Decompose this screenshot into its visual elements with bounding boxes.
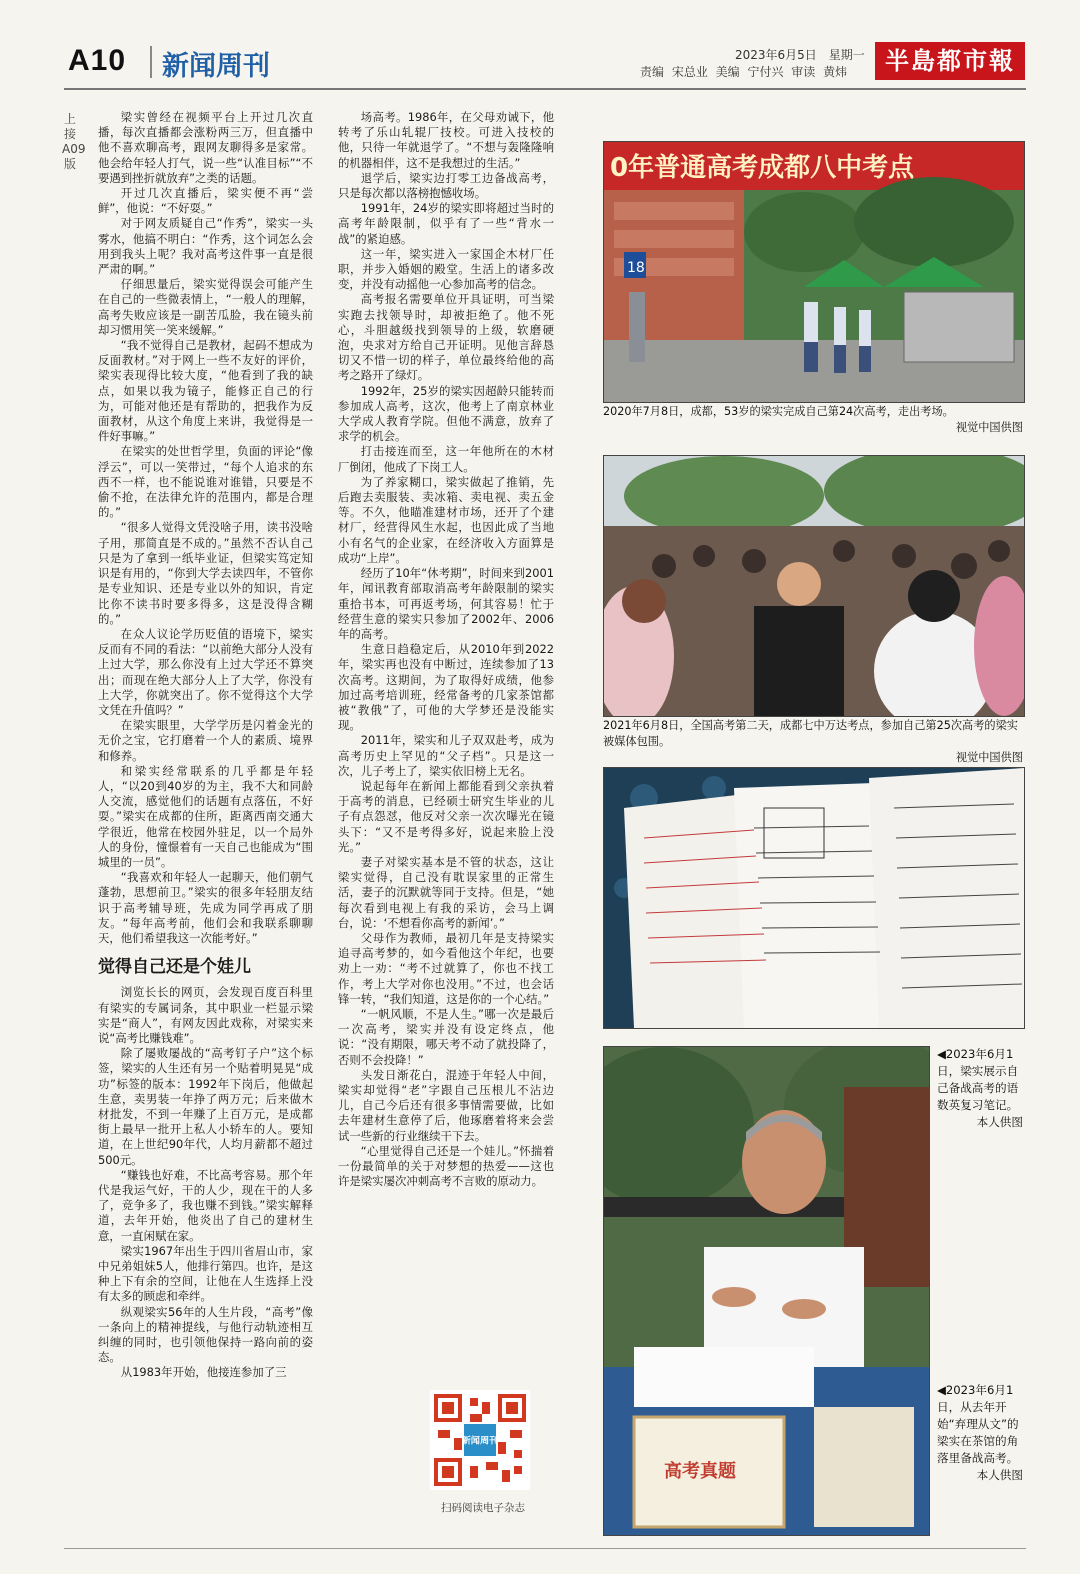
caption-text: ◀2023年6月1日，梁实展示自己备战高考的语数英复习笔记。 <box>937 1047 1019 1112</box>
article-paragraph: 从1983年开始，他接连参加了三 <box>120 1365 287 1380</box>
article-paragraph: 说起每年在新闻上都能看到父亲执着于高考的消息，已经硕士研究生毕业的儿子有点怨怼，他反对父亲一次次曝光在镜头下：“又不是考得多好，说起来脸上没光。” <box>338 778 554 854</box>
article-paragraph: “我喜欢和年轻人一起聊天，他们朝气蓬勃，思想前卫。”梁实的很多年轻朋友结识于高考辅导班，先成为同学再成了朋友。“每年高考前，他们会和我联系聊聊天，他们希望我这一次能考好。” <box>98 870 313 945</box>
article-paragraph: 仔细思量后，梁实觉得误会可能产生在自己的一些微表情上，“一般人的理解，高考失败应该是一副苦瓜脸，我在镜头前却习惯用笑一笑来缓解。” <box>98 277 313 337</box>
photo-credit: 本人供图 <box>976 1468 1023 1482</box>
article-paragraph: 生意日趋稳定后，从2010年到2022年，梁实再也没有中断过，连续参加了13次高考。这期间，为了取得好成绩，他参加过高考培训班，经常备考的几家茶馆都被“教俄”了，可他的大学梦还是没能实现。 <box>338 642 554 733</box>
article-paragraph: 场高考。1986年，在父母劝诫下，他转考了乐山轧辊厂技校。可进入技校的他，只待一年就退学了。“不想与轰隆隆响的机器相伴，这不是我想过的生活。” <box>338 110 554 170</box>
photo-media-crowd <box>603 455 1025 717</box>
qr-code-block[interactable] <box>430 1390 536 1515</box>
page-number: A10 <box>68 44 127 77</box>
article-paragraph: 1992年，25岁的梁实因超龄只能转而参加成人高考，这次，他考上了南京林业大学成人教育学院。但他不满意，放弃了求学的机会。 <box>338 383 554 444</box>
article-paragraph: 浏览长长的网页，会发现百度百科里有梁实的专属词条，其中职业一栏显示梁实是“商人”，有网友因此戏称，对梁实来说“高考比赚钱难”。 <box>98 985 313 1045</box>
article-paragraph: 1991年，24岁的梁实即将超过当时的高考年龄限制，似乎有了一些“背水一战”的紧迫感。 <box>338 201 554 246</box>
photo-caption-3 <box>937 1046 1023 1131</box>
teahouse-study-image <box>604 1047 929 1535</box>
article-paragraph: 和梁实经常联系的几乎都是年轻人，“以20到40岁的为主，我不大和同龄人交流，感觉他们的话题有点落伍，不好耍。”梁实在成都的住所，距离西南交通大学很近，他常在校园外驻足，以一个局外人的身份，憧憬着有一天自己也能成为“围城里的一员”。 <box>98 763 313 869</box>
caption-text: 2020年7月8日，成都，53岁的梁实完成自己第24次高考，走出考场。 <box>603 405 954 418</box>
article-paragraph: 梁实曾经在视频平台上开过几次直播，每次直播都会涨粉两三万，但直播中他不喜欢聊高考，跟网友聊得多是家常。他会给年轻人打气，说一些“认准目标”“不要遇到挫折就放弃”之类的话题。 <box>98 110 313 185</box>
article-paragraph: 妻子对梁实基本是不管的状态，这让梁实觉得，自己没有耽误家里的正常生活，妻子的沉默就等同于支持。但是，“她每次看到电视上有我的采访，会马上调台，说：‘不想看你高考的新闻’。” <box>338 854 554 930</box>
page-header <box>0 0 1080 90</box>
study-notes-image <box>604 768 1024 1028</box>
article-paragraph: “很多人觉得文凭没啥子用，读书没啥子用，那简直是不成的。”虽然不否认自己只是为了拿到一纸毕业证，但梁实笃定知识是有用的，“你到大学去读四年，不管你是专业知识、还是专业以外的知识，肯定比你不读书时要多得多，这是没得含糊的。” <box>98 520 313 626</box>
article-paragraph: 梁实1967年出生于四川省眉山市，家中兄弟姐妹5人，他排行第四。也许，是这种上下有余的空间，让他在人生选择上没有太多的顾虑和牵绊。 <box>98 1243 313 1304</box>
media-crowd-image <box>604 456 1024 716</box>
header-rule <box>64 88 1026 90</box>
continued-from-note: 上接A09版 <box>62 112 86 171</box>
article-paragraph: 在众人议论学历贬值的语境下，梁实反而有不同的看法：“以前绝大部分人没有上过大学，那么你没有上过大学还不算突出；而现在绝大部分人上了大学，你没有上大学，你就突出了。你不觉得这个大学文凭在升值吗？” <box>98 626 313 717</box>
article-paragraph: 退学后，梁实边打零工边备战高考，只是每次都以落榜抱憾收场。 <box>338 170 554 201</box>
article-paragraph: 除了屡败屡战的“高考钉子户”这个标签，梁实的人生还有另一个贴着明晃晃“成功”标签的版本：1992年下岗后，他做起生意，卖男装一年挣了两万元；后来做木材批发，不到一年赚了上百万元，是成都街上最早一批开上私人小轿车的人。要知道，在上世纪90年代，人均月薪都不超过500元。 <box>98 1046 313 1167</box>
article-paragraph: “一帆风顺，不是人生。”哪一次是最后一次高考，梁实并没有设定终点，他说：“没有期限，哪天考不动了就投降了，否则不会投降！” <box>338 1006 554 1067</box>
newspaper-logo: 半島都市報 <box>875 42 1025 80</box>
article-paragraph: 为了养家糊口，梁实做起了推销，先后跑去卖服装、卖冰箱、卖电视、卖五金等。不久，他瞄准建材市场，还开了个建材厂，经营得风生水起，也因此成了当地小有名气的企业家，在经济收入方面算是成功“上岸”。 <box>338 474 554 565</box>
article-paragraph: 纵观梁实56年的人生片段，“高考”像一条向上的精神提线，与他行动轨迹相互纠缠的同时，也引领他保持一路向前的姿态。 <box>98 1304 313 1365</box>
qr-code-icon[interactable] <box>430 1390 530 1490</box>
article-paragraph: 对于网友质疑自己“作秀”，梁实一头雾水，他搞不明白：“作秀，这个词怎么会用到我头上呢？我对高考这件事一直是很严肃的啊。” <box>98 216 313 277</box>
article-paragraph: 高考报名需要单位开具证明，可当梁实跑去找领导时，却被拒绝了。他不死心，斗胆越级找到领导的上级，软磨硬泡，央求对方给自己开证明。见他言辞恳切又不惜一切的样子，单位最终给他的高考之路开了绿灯。 <box>338 292 554 383</box>
article-paragraph: 在梁实的处世哲学里，负面的评论“像浮云”，可以一笑带过，“每个人追求的东西不一样，也不能说谁对谁错，只要是不偷不抢，在法律允许的范围内，都是合理的。” <box>98 444 313 520</box>
door-number-plate: 18 <box>627 260 645 276</box>
article-paragraph: 这一年，梁实进入一家国企木材厂任职，并步入婚姻的殿堂。生活上的诸多改变，并没有动摇他一心参加高考的信念。 <box>338 246 554 292</box>
caption-text: ◀2023年6月1日，从去年开始“弃理从文”的梁实在茶馆的角落里备战高考。 <box>937 1383 1019 1465</box>
exam-book-title: 高考真题 <box>664 1461 736 1482</box>
qr-caption: 扫码阅读电子杂志 <box>441 1502 525 1514</box>
article-paragraph: 2011年，梁实和儿子双双赴考，成为高考历史上罕见的“父子档”。只是这一次，儿子考上了，梁实依旧榜上无名。 <box>338 733 554 778</box>
editor-credits: 责编 宋总业 美编 宁付兴 审读 黄炜 <box>640 65 848 79</box>
article-paragraph: 父母作为教师，最初几年是支持梁实追寻高考梦的，如今看他这个年纪，也要劝上一劝：“考不过就算了，你也不找工作，考上大学对你也没用。”不过，也会话锋一转，“我们知道，这是你的一个心结。” <box>338 930 554 1006</box>
article-subheading: 觉得自己还是个娃儿 <box>98 957 251 978</box>
bottom-rule <box>64 1548 1026 1549</box>
photo-credit: 本人供图 <box>976 1115 1023 1129</box>
article-column-2 <box>338 110 554 1189</box>
article-paragraph: 打击接连而至，这一年他所在的木材厂倒闭，他成了下岗工人。 <box>338 444 554 474</box>
section-title: 新闻周刊 <box>162 51 270 82</box>
exam-site-image <box>604 142 1024 402</box>
article-paragraph: 在梁实眼里，大学学历是闪着金光的无价之宝，它打磨着一个人的素质、境界和修养。 <box>98 718 313 763</box>
exam-banner-text: 0年普通高考成都八中考点 <box>610 153 915 183</box>
article-column-1 <box>98 110 313 1381</box>
photo-study-notes <box>603 767 1025 1029</box>
article-paragraph: 头发日渐花白，混迹于年轻人中间，梁实却觉得“老”字跟自己压根儿不沾边儿，自己今后还有很多事情需要做，比如去年建材生意停了后，他琢磨着将来会尝试一些新的行业继续干下去。 <box>338 1067 554 1143</box>
header-divider <box>150 46 152 78</box>
photo-caption-2 <box>603 718 1023 766</box>
article-paragraph: 经历了10年“休考期”，时间来到2001年，闻讯教育部取消高考年龄限制的梁实重拾书本，可再返考场，何其容易！忙于经营生意的梁实只参加了2002年、2006年的高考。 <box>338 566 554 641</box>
article-paragraph: “赚钱也好难，不比高考容易。那个年代是我运气好，干的人少，现在干的人多了，竞争多了，我也赚不到钱。”梁实解释道，去年开始，他炎出了自己的建材生意，一直闲赋在家。 <box>98 1167 313 1243</box>
caption-text: 2021年6月8日，全国高考第二天，成都七中万达考点，参加自己第25次高考的梁实被媒体包围。 <box>603 719 1018 748</box>
article-paragraph: 开过几次直播后，梁实便不再“尝鲜”，他说：“不好耍。” <box>98 186 313 216</box>
photo-credit: 视觉中国供图 <box>955 751 1023 764</box>
photo-exam-site <box>603 141 1025 403</box>
photo-teahouse-study <box>603 1046 930 1536</box>
photo-credit: 视觉中国供图 <box>955 421 1023 434</box>
issue-date: 2023年6月5日 星期一 <box>735 48 865 62</box>
qr-logo-text: 新闻周刊 <box>461 1435 499 1447</box>
photo-caption-1 <box>603 404 1023 436</box>
article-paragraph: “心里觉得自己还是一个娃儿。”怀揣着一份最简单的关于对梦想的热爱——这也许是梁实屡次冲刺高考不言败的原动力。 <box>338 1143 554 1189</box>
article-paragraph: “我不觉得自己是教材，起码不想成为反面教材。”对于网上一些不友好的评价，梁实表现得比较大度，“他看到了我的缺点，如果以我为镜子，能修正自己的行为，可能对他还是有帮助的，把我作为反面教材，从这个角度上来讲，我觉得是一件好事嘛。” <box>98 338 313 444</box>
photo-caption-4 <box>937 1382 1023 1484</box>
